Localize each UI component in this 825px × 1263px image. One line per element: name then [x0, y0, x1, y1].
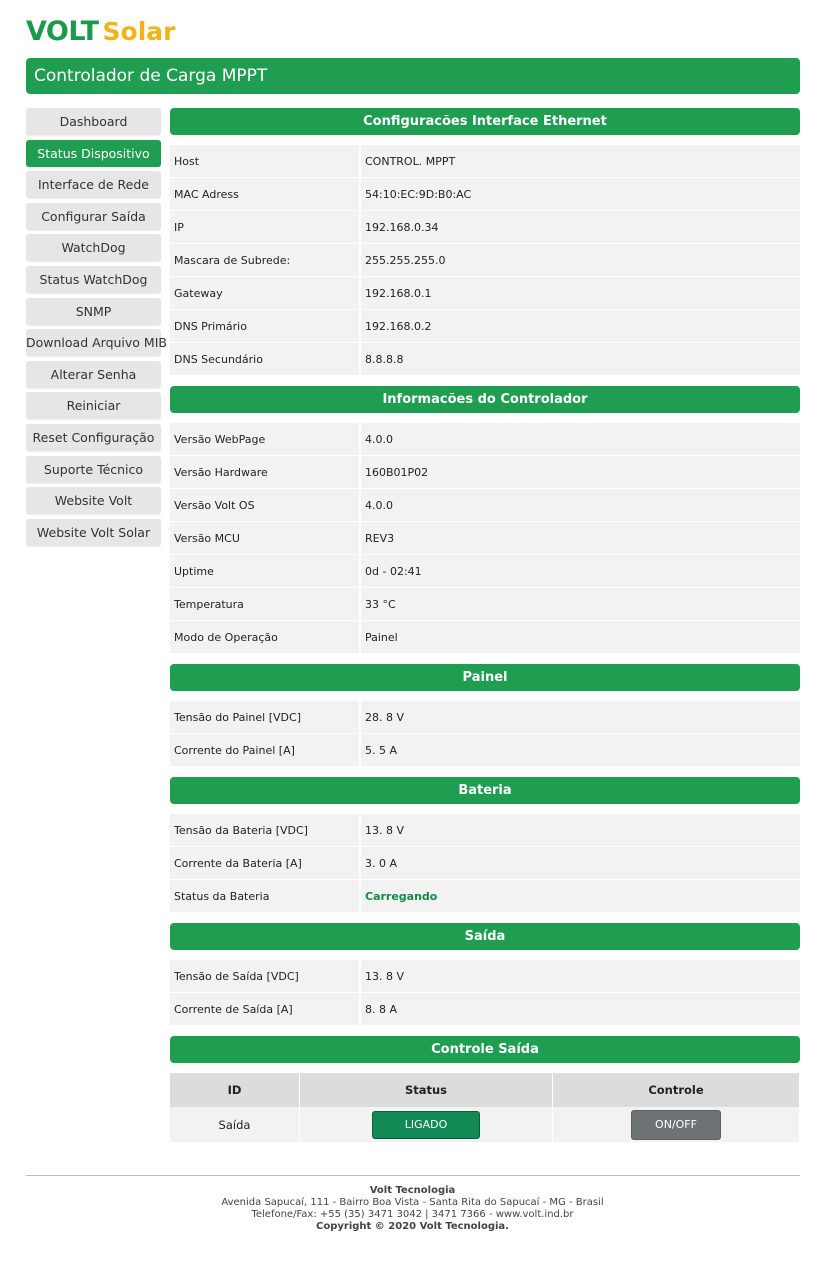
output-id: Saída: [170, 1107, 300, 1142]
row-value: 8. 8 A: [360, 993, 800, 1026]
row-key: Tensão do Painel [VDC]: [170, 701, 360, 734]
footer-copyright: Copyright © 2020 Volt Tecnologia.: [316, 1221, 509, 1232]
controller-table: [170, 423, 800, 654]
nav-item-watchdog[interactable]: WatchDog: [26, 234, 161, 261]
nav-item-status-dispositivo[interactable]: Status Dispositivo: [26, 140, 161, 167]
table-row: [170, 343, 800, 376]
section-header-battery: Bateria: [170, 777, 800, 804]
table-row: [170, 880, 800, 913]
row-value: 28. 8 V: [360, 701, 800, 734]
row-key: Corrente da Bateria [A]: [170, 847, 360, 880]
row-value: 192.168.0.1: [360, 277, 800, 310]
row-value: 255.255.255.0: [360, 244, 800, 277]
nav-item-alterar-senha[interactable]: Alterar Senha: [26, 361, 161, 388]
row-key: Gateway: [170, 277, 360, 310]
col-header-controle: Controle: [553, 1073, 800, 1107]
row-key: Versão MCU: [170, 522, 360, 555]
battery-status-value: Carregando: [360, 880, 800, 913]
logo-solar-text: Solar: [102, 17, 176, 46]
row-key: Versão Volt OS: [170, 489, 360, 522]
section-header-ethernet: Configuracões Interface Ethernet: [170, 108, 800, 135]
panel-table: [170, 701, 800, 767]
row-key: Versão WebPage: [170, 423, 360, 456]
row-value: 4.0.0: [360, 489, 800, 522]
row-value: 0d - 02:41: [360, 555, 800, 588]
on-off-button[interactable]: ON/OFF: [631, 1110, 721, 1140]
nav-item-dashboard[interactable]: Dashboard: [26, 108, 161, 135]
table-header-row: [170, 1073, 800, 1107]
nav-item-website-volt-solar[interactable]: Website Volt Solar: [26, 519, 161, 546]
section-header-panel: Painel: [170, 664, 800, 691]
table-row: [170, 489, 800, 522]
row-key: Status da Bateria: [170, 880, 360, 913]
table-row: [170, 960, 800, 993]
footer-divider: [26, 1175, 800, 1176]
row-key: Tensão da Bateria [VDC]: [170, 814, 360, 847]
row-key: Temperatura: [170, 588, 360, 621]
table-row: [170, 993, 800, 1026]
nav-item-download-mib[interactable]: Download Arquivo MIB: [26, 329, 161, 356]
row-value: 33 °C: [360, 588, 800, 621]
table-row: [170, 456, 800, 489]
row-key: Modo de Operação: [170, 621, 360, 654]
volt-solar-logo: [26, 16, 175, 50]
main-content: [170, 108, 800, 1142]
status-cell: [300, 1107, 553, 1142]
table-row: [170, 701, 800, 734]
nav-item-configurar-saida[interactable]: Configurar Saída: [26, 203, 161, 230]
footer: [0, 1185, 825, 1233]
ethernet-table: [170, 145, 800, 376]
output-table: [170, 960, 800, 1026]
row-key: Tensão de Saída [VDC]: [170, 960, 360, 993]
row-key: DNS Secundário: [170, 343, 360, 376]
nav-item-suporte-tecnico[interactable]: Suporte Técnico: [26, 456, 161, 483]
col-header-id: ID: [170, 1073, 300, 1107]
row-value: 192.168.0.34: [360, 211, 800, 244]
section-header-output: Saída: [170, 923, 800, 950]
nav-item-reiniciar[interactable]: Reiniciar: [26, 392, 161, 419]
page-title: Controlador de Carga MPPT: [26, 58, 800, 94]
row-key: Host: [170, 145, 360, 178]
row-key: Mascara de Subrede:: [170, 244, 360, 277]
row-value: 3. 0 A: [360, 847, 800, 880]
footer-address: Avenida Sapucaí, 111 - Bairro Boa Vista - Santa Rita do Sapucaí - MG - Brasil: [221, 1197, 604, 1208]
table-row: [170, 178, 800, 211]
section-header-control: Controle Saída: [170, 1036, 800, 1063]
row-value: REV3: [360, 522, 800, 555]
table-row: [170, 814, 800, 847]
nav-item-website-volt[interactable]: Website Volt: [26, 487, 161, 514]
row-value: Painel: [360, 621, 800, 654]
control-table: [170, 1073, 800, 1142]
row-key: IP: [170, 211, 360, 244]
section-header-controller: Informacões do Controlador: [170, 386, 800, 413]
table-row: [170, 1107, 800, 1142]
row-value: 4.0.0: [360, 423, 800, 456]
row-key: Uptime: [170, 555, 360, 588]
row-key: Corrente do Painel [A]: [170, 734, 360, 767]
footer-phone: Telefone/Fax: +55 (35) 3471 3042 | 3471 7366 - www.volt.ind.br: [251, 1209, 574, 1220]
sidebar-nav: [26, 108, 167, 550]
row-key: MAC Adress: [170, 178, 360, 211]
battery-table: [170, 814, 800, 913]
row-value: 192.168.0.2: [360, 310, 800, 343]
table-row: [170, 211, 800, 244]
row-key: Corrente de Saída [A]: [170, 993, 360, 1026]
row-key: DNS Primário: [170, 310, 360, 343]
nav-item-snmp[interactable]: SNMP: [26, 298, 161, 325]
table-row: [170, 310, 800, 343]
col-header-status: Status: [300, 1073, 553, 1107]
table-row: [170, 277, 800, 310]
table-row: [170, 734, 800, 767]
status-ligado-indicator: LIGADO: [372, 1111, 480, 1139]
row-value: 13. 8 V: [360, 814, 800, 847]
table-row: [170, 145, 800, 178]
row-value: 13. 8 V: [360, 960, 800, 993]
row-value: CONTROL. MPPT: [360, 145, 800, 178]
logo-volt-text: VOLT: [26, 16, 99, 47]
table-row: [170, 423, 800, 456]
nav-item-status-watchdog[interactable]: Status WatchDog: [26, 266, 161, 293]
row-key: Versão Hardware: [170, 456, 360, 489]
row-value: 160B01P02: [360, 456, 800, 489]
row-value: 54:10:EC:9D:B0:AC: [360, 178, 800, 211]
table-row: [170, 847, 800, 880]
row-value: 8.8.8.8: [360, 343, 800, 376]
table-row: [170, 522, 800, 555]
table-row: [170, 555, 800, 588]
table-row: [170, 621, 800, 654]
table-row: [170, 244, 800, 277]
control-cell: [553, 1107, 800, 1142]
nav-item-interface-de-rede[interactable]: Interface de Rede: [26, 171, 161, 198]
footer-company: Volt Tecnologia: [369, 1185, 456, 1196]
nav-item-reset-configuracao[interactable]: Reset Configuração: [26, 424, 161, 451]
table-row: [170, 588, 800, 621]
row-value: 5. 5 A: [360, 734, 800, 767]
